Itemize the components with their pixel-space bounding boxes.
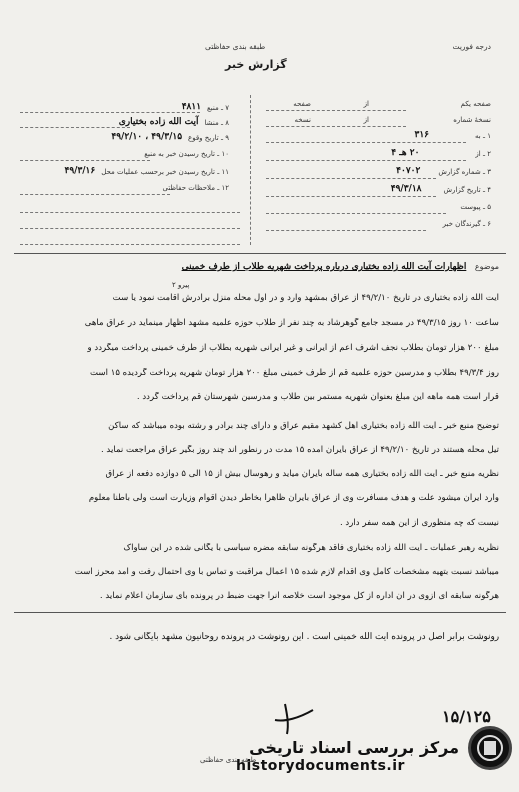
body-line: آیت الله زاده بختیاری در تاریخ ۴۹/۲/۱۰ از عراق بمشهد وارد و در اول محله منزل برادرش اقامت نمود یا ست (112, 293, 499, 303)
body-line: قرار است همه ماهه این مبلغ بعنوان شهریه مستمر بین طلاب و مدرسین شهرستان قم پرداخت گردد . (136, 392, 499, 402)
body-line: روز ۴۹/۳/۴ بطلاب و مدرسین حوزه علمیه قم از طرف خمینی مبلغ ۲۰۰ هزار تومان شهریه پرداخت گردیده ۱۵ است (89, 368, 499, 378)
source-opinion-line: نظریه منبع خبر ـ آیت الله زاده بختیاری همه ساله بایران میاید و رهوسال بیش از ۱۵ الی ۵ دوازده دفعه از عراق (105, 469, 499, 479)
priority-label: درجه فوریت (452, 42, 491, 51)
ops-opinion-line: میباشد نسبت بتهیه مشخصات کامل وی اقدام لازم شده ۱۵ اعمال مراقبت و تماس با وی احتمال رفت و آمد محرز است (74, 567, 499, 577)
footer-classification: طبقه بندی حفاظتی (200, 756, 257, 764)
body-line: مبلغ ۲۰۰ هزار تومان بطلاب نجف اشرف اعم از ایرانی و غیر ایرانی شهریه بطلاب از طرف خمینی پرداخت میگردد و (87, 343, 499, 353)
watermark-title: مرکز بررسی اسناد تاریخی (249, 738, 459, 757)
copy-number-label: نسخهٔ شماره (453, 116, 491, 124)
report-title: گزارش خبر (225, 58, 287, 71)
source-opinion-line: وارد ایران میشود علت و هدف مسافرت وی از عراق بایران ظاهرا بخاطر دیدن اقوام وزیارت است ولی باطنا معلوم (88, 493, 499, 503)
subject-label: موضوع (474, 262, 499, 271)
field-to: ۱ ـ به ۳۱۶ (414, 130, 491, 140)
field-from: ۲ ـ از ۲۰ هـ ۴ (391, 148, 491, 158)
note-line: توضیح منبع خبر ـ آیت الله زاده بختیاری اهل کشهد مقیم عراق و دارای چند برادر و رشته بوده میباشد که ساکن (108, 421, 499, 431)
annotation: پیرو ۲ (172, 281, 190, 289)
source-opinion-line: نیست که چه منظوری از این همه سفر دارد . (339, 518, 499, 528)
field-news-received-date: ۱۰ ـ تاریخ رسیدن خبر به منبع (144, 150, 229, 158)
classification-label: طبقه بندی حفاظتی (205, 42, 266, 51)
field-recipients: ۶ ـ گیرندگان خبر (442, 220, 491, 228)
subject-text: اظهارات آیت الله زاده بختیاری درباره پرداخت شهریه طلاب از طرف خمینی (181, 262, 467, 272)
signature (265, 700, 325, 740)
watermark-logo-icon (468, 726, 512, 770)
field-attachment: ۵ ـ پیوست (460, 203, 491, 211)
note-line: تیل محله هستند در تاریخ ۴۹/۲/۱۰ از عراق بایران آمده ۱۵ مدت در رنطور اند چند روز بگیر عراق مراجعت نماید . (100, 445, 499, 455)
field-ops-received-date: ۱۱ ـ تاریخ رسیدن خبر برحسب عملیات محل ۴۹/۳/۱۶ (64, 166, 229, 176)
field-event-date: ۹ ـ تاریخ وقوع ۴۹/۳/۱۵ ، ۴۹/۲/۱۰ (111, 132, 229, 142)
field-origin: ۸ ـ منشا آیت الله زاده بختیاری (118, 117, 229, 127)
body-line: ساعت ۱۰ روز ۴۹/۳/۱۵ در مسجد جامع گوهرشاد به چند نفر از طلاب حوزه علمیه مشهد اظهار مینماید در عراق ماهی (84, 318, 499, 328)
subject (182, 262, 499, 272)
field-security-notes: ۱۲ ـ ملاحظات حفاظتی (162, 184, 229, 192)
page-number-label: صفحه یکم (460, 100, 491, 108)
watermark-url: historydocuments.ir (236, 758, 405, 774)
field-report-date: ۴ ـ تاریخ گزارش ۴۹/۳/۱۸ (390, 184, 491, 194)
ops-opinion-line: نظریه رهبر عملیات ـ آیت الله زاده بختیاری فاقد هرگونه سابقه مضره سیاسی با یگانی شده در این ساواک (123, 543, 499, 553)
ops-opinion-line: هرگونه سابقه ای ازوی در آن اداره از کل موجود است خلاصه آنرا جهت ضبط در پرونده بای سازمان اعلام نماید . (99, 591, 499, 601)
field-report-number: ۳ ـ شماره گزارش ۴۰۷۰۲ (396, 166, 491, 176)
field-source: ۷ ـ منبع ۴۸۱۱ (181, 102, 229, 112)
handwritten-number: ۱۵/۱۲۵ (442, 707, 491, 726)
transcript-note: رونوشت برابر اصل در پرونده آیت الله خمینی است . این رونوشت در پرونده روحانیون مشهد بایگانی شود . (109, 632, 499, 642)
